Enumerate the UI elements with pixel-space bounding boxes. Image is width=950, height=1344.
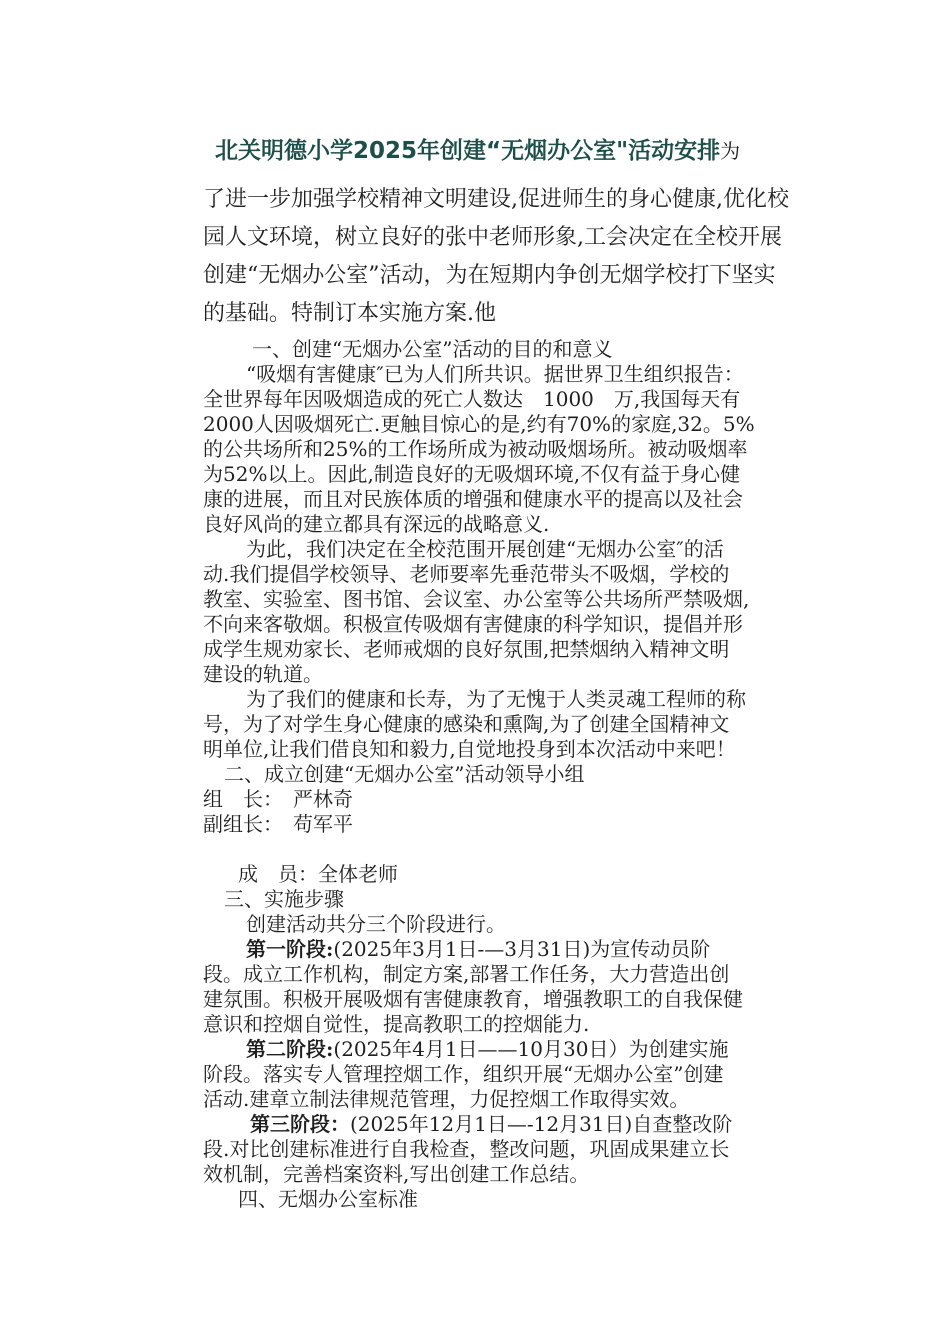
intro-line: 园人文环境，树立良好的张中老师形象,工会决定在全校开展	[203, 225, 782, 250]
phase-1-label: 第一阶段:	[246, 937, 334, 961]
group-deputy: 副组长： 苟军平	[203, 812, 353, 836]
s1-p2-line: 为此，我们决定在全校范围开展创建“无烟办公室″的活	[246, 537, 724, 561]
document-title	[215, 132, 740, 165]
phase-1-line: 建氛围。积极开展吸烟有害健康教育，增强教职工的自我保健	[203, 987, 743, 1011]
s1-p1-line: 全世界每年因吸烟造成的死亡人数达 1000 万,我国每天有	[203, 387, 741, 411]
title-text: 北关明德小学2025年创建“无烟办公室"活动安排	[215, 138, 721, 164]
s1-p1-line: 康的进展，而且对民族体质的增强和健康水平的提高以及社会	[203, 487, 743, 511]
s1-p2-line: 成学生规劝家长、老师戒烟的良好氛围,把禁烟纳入精神文明	[203, 637, 730, 661]
s1-p1-line: 的公共场所和25%的工作场所成为被动吸烟场所。被动吸烟率	[203, 437, 748, 461]
s1-p1-line: “吸烟有害健康″已为人们所共识。据世界卫生组织报告：	[246, 362, 744, 386]
s1-p2-line: 建设的轨道。	[203, 662, 323, 686]
phase-1-line: 段。成立工作机构，制定方案,部署工作任务，大力营造出创	[203, 962, 730, 986]
phase-3-line: 段.对比创建标准进行自我检查，整改问题，巩固成果建立长	[203, 1137, 730, 1161]
s1-p2-line: 不向来客敬烟。积极宣传吸烟有害健康的科学知识，提倡并形	[203, 612, 743, 636]
intro-line: 了进一步加强学校精神文明建设,促进师生的身心健康,优化校	[203, 187, 789, 212]
s1-p3-line: 为了我们的健康和长寿，为了无愧于人类灵魂工程师的称	[246, 687, 746, 711]
phase-1-text: (2025年3月1日-—3月31日)为宣传动员阶	[333, 937, 711, 961]
section-2-heading: 二、成立创建“无烟办公室”活动领导小组	[224, 762, 585, 786]
phase-3-text: (2025年12月1日—-12月31日)自查整改阶	[350, 1112, 733, 1136]
intro-line: 创建“无烟办公室”活动，为在短期内争创无烟学校打下坚实	[203, 263, 776, 288]
phase-1-line: 意识和控烟自觉性，提高教职工的控烟能力.	[203, 1012, 590, 1036]
s1-p2-line: 动.我们提倡学校领导、老师要率先垂范带头不吸烟，学校的	[203, 562, 730, 586]
section-3-intro: 创建活动共分三个阶段进行。	[246, 912, 506, 936]
phase-2-label: 第二阶段:	[246, 1037, 334, 1061]
intro-line: 的基础。特制订本实施方案.他	[203, 301, 496, 326]
s1-p1-line: 2000人因吸烟死亡.更触目惊心的是,约有70%的家庭,32。5%	[203, 412, 755, 436]
section-1-heading: 一、创建“无烟办公室”活动的目的和意义	[252, 337, 613, 361]
s1-p3-line: 明单位,让我们借良知和毅力,自觉地投身到本次活动中来吧！	[203, 737, 736, 761]
section-4-heading: 四、无烟办公室标准	[238, 1187, 418, 1211]
group-members: 成 员：全体老师	[238, 862, 398, 886]
s1-p1-line: 为52%以上。因此,制造良好的无吸烟环境,不仅有益于身心健	[203, 462, 741, 486]
phase-3-first-line	[250, 1112, 732, 1137]
s1-p2-line: 教室、实验室、图书馆、会议室、办公室等公共场所严禁吸烟,	[203, 587, 750, 611]
phase-3-line: 效机制，完善档案资料,写出创建工作总结。	[203, 1162, 590, 1186]
phase-3-label: 第三阶段：	[250, 1112, 350, 1136]
phase-1-first-line	[246, 937, 710, 962]
group-leader: 组 长： 严林奇	[203, 787, 353, 811]
section-3-heading: 三、实施步骤	[224, 887, 344, 911]
s1-p3-line: 号，为了对学生身心健康的感染和熏陶,为了创建全国精神文	[203, 712, 730, 736]
phase-2-first-line	[246, 1037, 728, 1062]
title-tail: 为	[720, 139, 741, 163]
s1-p1-line: 良好风尚的建立都具有深远的战略意义.	[203, 512, 550, 536]
phase-2-line: 阶段。落实专人管理控烟工作，组织开展“无烟办公室”创建	[203, 1062, 724, 1086]
phase-2-text: (2025年4月1日——10月30日）为创建实施	[333, 1037, 729, 1061]
phase-2-line: 活动.建章立制法律规范管理，力促控烟工作取得实效。	[203, 1087, 690, 1111]
